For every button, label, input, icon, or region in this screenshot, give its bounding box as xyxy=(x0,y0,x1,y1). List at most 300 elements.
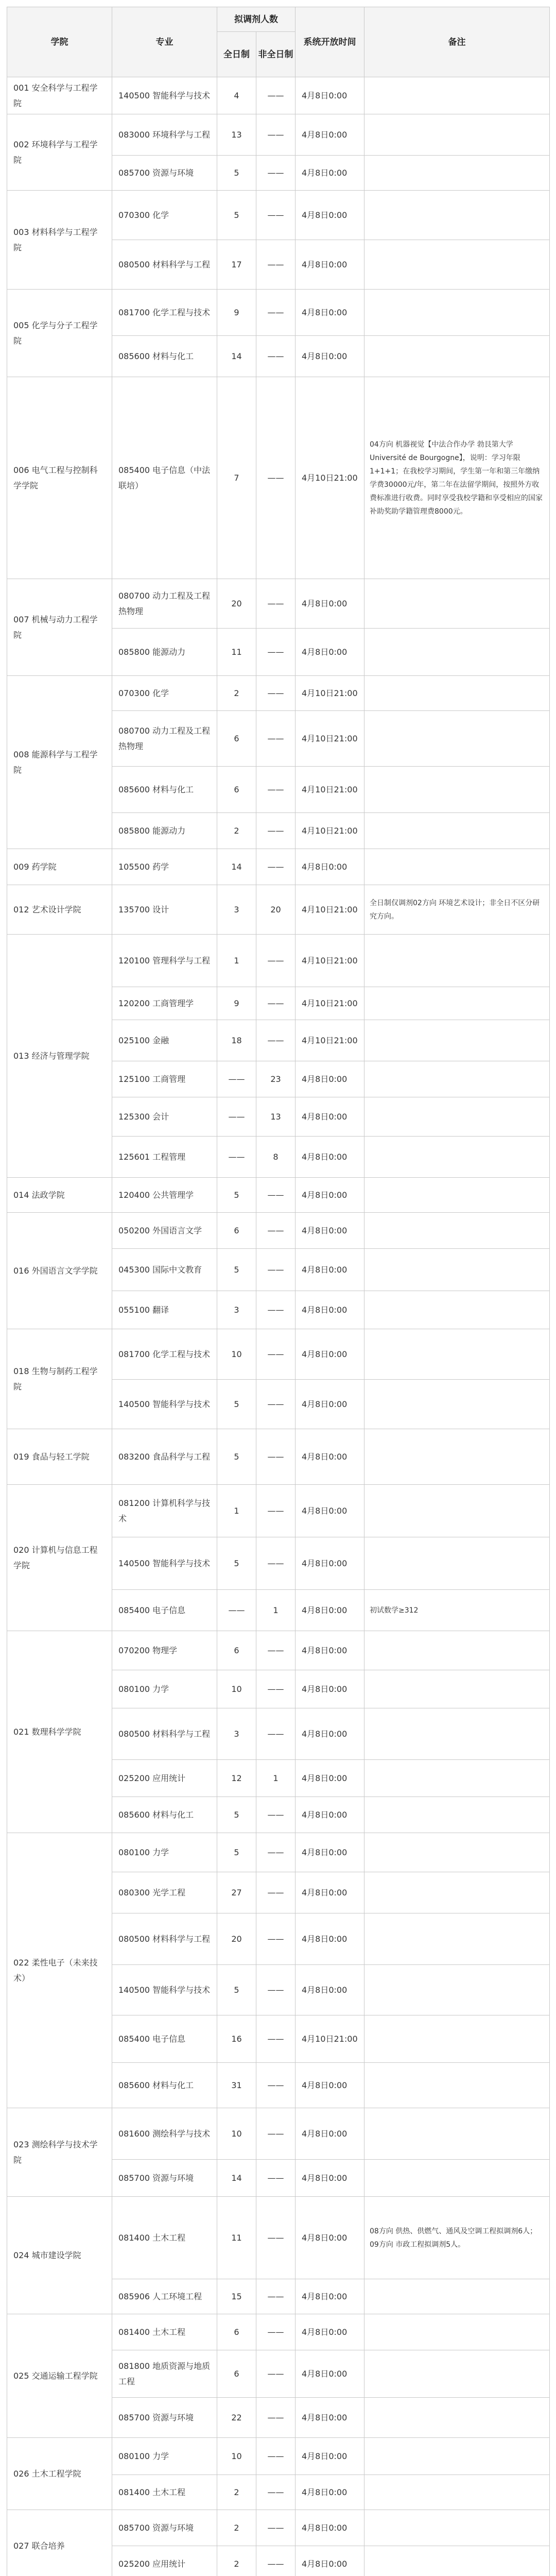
parttime-count-cell: —— xyxy=(256,935,296,987)
parttime-count-cell: —— xyxy=(256,579,296,629)
table-row xyxy=(7,1485,550,1537)
header-note: 备注 xyxy=(364,7,550,77)
major-cell: 080100 力学 xyxy=(112,1833,217,1872)
note-cell xyxy=(364,579,550,629)
open-time-cell: 4月10日21:00 xyxy=(296,676,364,711)
note-cell xyxy=(364,813,550,849)
open-time-cell: 4月8日0:00 xyxy=(296,629,364,676)
fulltime-count-cell: 12 xyxy=(217,1760,256,1797)
parttime-count-cell: —— xyxy=(256,1913,296,1965)
open-time-cell: 4月10日21:00 xyxy=(296,711,364,767)
table-row xyxy=(7,191,550,240)
note-cell xyxy=(364,711,550,767)
major-cell: 120100 管理科学与工程 xyxy=(112,935,217,987)
college-cell: 024 城市建设学院 xyxy=(7,2197,112,2314)
table-row xyxy=(7,1329,550,1380)
college-cell: 020 计算机与信息工程学院 xyxy=(7,1485,112,1631)
fulltime-count-cell: 5 xyxy=(217,1178,256,1213)
table-row xyxy=(7,114,550,156)
parttime-count-cell: —— xyxy=(256,2063,296,2108)
parttime-count-cell: 20 xyxy=(256,885,296,935)
major-cell: 070300 化学 xyxy=(112,191,217,240)
open-time-cell: 4月8日0:00 xyxy=(296,1833,364,1872)
parttime-count-cell: —— xyxy=(256,240,296,290)
note-cell xyxy=(364,2510,550,2546)
note-cell: 08方向 供热、供燃气、通风及空调工程拟调剂6人；09方向 市政工程拟调剂5人。 xyxy=(364,2197,550,2279)
fulltime-count-cell: 10 xyxy=(217,2108,256,2160)
parttime-count-cell: —— xyxy=(256,2015,296,2063)
open-time-cell: 4月8日0:00 xyxy=(296,2510,364,2546)
open-time-cell: 4月8日0:00 xyxy=(296,2197,364,2279)
note-cell: 04方向 机器视觉【中法合作办学 勃艮第大学 Université de Bourgogne】，说明：学习年限1+1+1；在我校学习期间，学生第一年和第三年缴纳学费30000元/年，第二年在法留学期间，按照外方收费标准进行收费。同时享受我校学籍和享受相应的国家补助奖助学籍管理费8000元。 xyxy=(364,377,550,579)
table-row xyxy=(7,1833,550,1872)
header-open-time: 系统开放时间 xyxy=(296,7,364,77)
parttime-count-cell: —— xyxy=(256,1178,296,1213)
college-cell: 014 法政学院 xyxy=(7,1178,112,1213)
fulltime-count-cell: 5 xyxy=(217,1429,256,1485)
table-row xyxy=(7,2197,550,2279)
table-row xyxy=(7,77,550,114)
open-time-cell: 4月8日0:00 xyxy=(296,1061,364,1097)
major-cell: 105500 药学 xyxy=(112,849,217,885)
major-cell: 081700 化学工程与技术 xyxy=(112,290,217,336)
note-cell xyxy=(364,1537,550,1590)
note-cell xyxy=(364,2398,550,2438)
open-time-cell: 4月8日0:00 xyxy=(296,2063,364,2108)
fulltime-count-cell: 2 xyxy=(217,676,256,711)
open-time-cell: 4月8日0:00 xyxy=(296,240,364,290)
open-time-cell: 4月10日21:00 xyxy=(296,2015,364,2063)
major-cell: 085800 能源动力 xyxy=(112,629,217,676)
open-time-cell: 4月8日0:00 xyxy=(296,1631,364,1670)
open-time-cell: 4月8日0:00 xyxy=(296,2314,364,2350)
note-cell xyxy=(364,2314,550,2350)
note-cell xyxy=(364,1797,550,1833)
header-fulltime: 全日制 xyxy=(217,32,256,77)
fulltime-count-cell: 17 xyxy=(217,240,256,290)
major-cell: 083000 环境科学与工程 xyxy=(112,114,217,156)
fulltime-count-cell: 20 xyxy=(217,1913,256,1965)
note-cell xyxy=(364,1020,550,1061)
fulltime-count-cell: 6 xyxy=(217,2350,256,2398)
quota-table-container xyxy=(7,7,549,2576)
parttime-count-cell: 8 xyxy=(256,1137,296,1178)
open-time-cell: 4月10日21:00 xyxy=(296,935,364,987)
parttime-count-cell: —— xyxy=(256,2546,296,2576)
college-cell: 007 机械与动力工程学院 xyxy=(7,579,112,676)
note-cell xyxy=(364,2438,550,2475)
college-cell: 008 能源科学与工程学院 xyxy=(7,676,112,849)
note-cell xyxy=(364,849,550,885)
parttime-count-cell: —— xyxy=(256,2279,296,2314)
major-cell: 085700 资源与环境 xyxy=(112,156,217,191)
table-row xyxy=(7,2314,550,2350)
parttime-count-cell: —— xyxy=(256,2197,296,2279)
open-time-cell: 4月8日0:00 xyxy=(296,1329,364,1380)
note-cell xyxy=(364,1137,550,1178)
fulltime-count-cell: 6 xyxy=(217,2314,256,2350)
parttime-count-cell: —— xyxy=(256,156,296,191)
major-cell: 140500 智能科学与技术 xyxy=(112,1537,217,1590)
fulltime-count-cell: 16 xyxy=(217,2015,256,2063)
open-time-cell: 4月8日0:00 xyxy=(296,849,364,885)
fulltime-count-cell: 1 xyxy=(217,1485,256,1537)
major-cell: 055100 翻译 xyxy=(112,1291,217,1329)
note-cell xyxy=(364,1670,550,1708)
major-cell: 085400 电子信息 xyxy=(112,2015,217,2063)
open-time-cell: 4月8日0:00 xyxy=(296,1249,364,1291)
major-cell: 085700 资源与环境 xyxy=(112,2398,217,2438)
major-cell: 085400 电子信息（中法联培） xyxy=(112,377,217,579)
open-time-cell: 4月8日0:00 xyxy=(296,1872,364,1913)
note-cell xyxy=(364,2015,550,2063)
parttime-count-cell: —— xyxy=(256,1213,296,1249)
college-cell: 016 外国语言文学学院 xyxy=(7,1213,112,1329)
note-cell xyxy=(364,1178,550,1213)
open-time-cell: 4月8日0:00 xyxy=(296,1708,364,1760)
major-cell: 140500 智能科学与技术 xyxy=(112,77,217,114)
major-cell: 140500 智能科学与技术 xyxy=(112,1965,217,2015)
open-time-cell: 4月8日0:00 xyxy=(296,77,364,114)
major-cell: 140500 智能科学与技术 xyxy=(112,1380,217,1429)
college-cell: 025 交通运输工程学院 xyxy=(7,2314,112,2438)
note-cell xyxy=(364,2546,550,2576)
open-time-cell: 4月8日0:00 xyxy=(296,1537,364,1590)
table-header xyxy=(7,7,550,77)
fulltime-count-cell: 31 xyxy=(217,2063,256,2108)
parttime-count-cell: —— xyxy=(256,1872,296,1913)
parttime-count-cell: —— xyxy=(256,336,296,377)
parttime-count-cell: —— xyxy=(256,2108,296,2160)
note-cell xyxy=(364,1965,550,2015)
note-cell xyxy=(364,1213,550,1249)
parttime-count-cell: —— xyxy=(256,1833,296,1872)
open-time-cell: 4月10日21:00 xyxy=(296,767,364,813)
note-cell xyxy=(364,935,550,987)
major-cell: 070200 物理学 xyxy=(112,1631,217,1670)
major-cell: 045300 国际中文教育 xyxy=(112,1249,217,1291)
major-cell: 081200 计算机科学与技术 xyxy=(112,1485,217,1537)
note-cell xyxy=(364,1872,550,1913)
major-cell: 025200 应用统计 xyxy=(112,1760,217,1797)
note-cell xyxy=(364,156,550,191)
header-college: 学院 xyxy=(7,7,112,77)
open-time-cell: 4月8日0:00 xyxy=(296,191,364,240)
major-cell: 085700 资源与环境 xyxy=(112,2160,217,2197)
fulltime-count-cell: 20 xyxy=(217,579,256,629)
open-time-cell: 4月8日0:00 xyxy=(296,1590,364,1631)
open-time-cell: 4月8日0:00 xyxy=(296,1797,364,1833)
parttime-count-cell: —— xyxy=(256,377,296,579)
major-cell: 081400 土木工程 xyxy=(112,2475,217,2510)
fulltime-count-cell: 22 xyxy=(217,2398,256,2438)
open-time-cell: 4月8日0:00 xyxy=(296,336,364,377)
table-row xyxy=(7,1178,550,1213)
parttime-count-cell: —— xyxy=(256,813,296,849)
table-row xyxy=(7,377,550,579)
table-row xyxy=(7,885,550,935)
parttime-count-cell: —— xyxy=(256,1670,296,1708)
major-cell: 025200 应用统计 xyxy=(112,2546,217,2576)
open-time-cell: 4月8日0:00 xyxy=(296,2398,364,2438)
major-cell: 120200 工商管理学 xyxy=(112,987,217,1020)
open-time-cell: 4月8日0:00 xyxy=(296,1429,364,1485)
parttime-count-cell: —— xyxy=(256,629,296,676)
header-parttime: 非全日制 xyxy=(256,32,296,77)
major-cell: 081800 地质资源与地质工程 xyxy=(112,2350,217,2398)
fulltime-count-cell: 14 xyxy=(217,336,256,377)
parttime-count-cell: —— xyxy=(256,676,296,711)
note-cell xyxy=(364,1380,550,1429)
major-cell: 080500 材料科学与工程 xyxy=(112,1708,217,1760)
fulltime-count-cell: —— xyxy=(217,1061,256,1097)
fulltime-count-cell: 5 xyxy=(217,1833,256,1872)
fulltime-count-cell: 4 xyxy=(217,77,256,114)
major-cell: 080100 力学 xyxy=(112,1670,217,1708)
parttime-count-cell: —— xyxy=(256,1020,296,1061)
fulltime-count-cell: 2 xyxy=(217,2546,256,2576)
table-row xyxy=(7,1631,550,1670)
parttime-count-cell: —— xyxy=(256,290,296,336)
fulltime-count-cell: 5 xyxy=(217,1965,256,2015)
table-row xyxy=(7,2510,550,2546)
note-cell xyxy=(364,1429,550,1485)
fulltime-count-cell: 11 xyxy=(217,2197,256,2279)
open-time-cell: 4月8日0:00 xyxy=(296,1965,364,2015)
open-time-cell: 4月10日21:00 xyxy=(296,813,364,849)
college-cell: 018 生物与制药工程学院 xyxy=(7,1329,112,1429)
major-cell: 080500 材料科学与工程 xyxy=(112,1913,217,1965)
fulltime-count-cell: 2 xyxy=(217,2510,256,2546)
major-cell: 085700 资源与环境 xyxy=(112,2510,217,2546)
parttime-count-cell: —— xyxy=(256,1429,296,1485)
open-time-cell: 4月8日0:00 xyxy=(296,1137,364,1178)
open-time-cell: 4月10日21:00 xyxy=(296,377,364,579)
parttime-count-cell: —— xyxy=(256,1329,296,1380)
note-cell xyxy=(364,1631,550,1670)
fulltime-count-cell: 5 xyxy=(217,1797,256,1833)
fulltime-count-cell: 3 xyxy=(217,1291,256,1329)
open-time-cell: 4月8日0:00 xyxy=(296,1178,364,1213)
fulltime-count-cell: 10 xyxy=(217,1670,256,1708)
open-time-cell: 4月8日0:00 xyxy=(296,2546,364,2576)
note-cell xyxy=(364,191,550,240)
parttime-count-cell: —— xyxy=(256,987,296,1020)
note-cell xyxy=(364,290,550,336)
fulltime-count-cell: 10 xyxy=(217,2438,256,2475)
parttime-count-cell: —— xyxy=(256,77,296,114)
college-cell: 006 电气工程与控制科学学院 xyxy=(7,377,112,579)
major-cell: 080700 动力工程及工程热物理 xyxy=(112,579,217,629)
major-cell: 080100 力学 xyxy=(112,2438,217,2475)
college-cell: 027 联合培养 xyxy=(7,2510,112,2576)
fulltime-count-cell: 5 xyxy=(217,1537,256,1590)
fulltime-count-cell: 2 xyxy=(217,813,256,849)
major-cell: 081400 土木工程 xyxy=(112,2314,217,2350)
parttime-count-cell: —— xyxy=(256,2510,296,2546)
open-time-cell: 4月8日0:00 xyxy=(296,1097,364,1137)
fulltime-count-cell: 27 xyxy=(217,1872,256,1913)
parttime-count-cell: —— xyxy=(256,1249,296,1291)
open-time-cell: 4月8日0:00 xyxy=(296,2279,364,2314)
note-cell xyxy=(364,1329,550,1380)
fulltime-count-cell: 13 xyxy=(217,114,256,156)
major-cell: 083200 食品科学与工程 xyxy=(112,1429,217,1485)
fulltime-count-cell: 7 xyxy=(217,377,256,579)
fulltime-count-cell: 5 xyxy=(217,191,256,240)
open-time-cell: 4月8日0:00 xyxy=(296,2438,364,2475)
college-cell: 026 土木工程学院 xyxy=(7,2438,112,2510)
fulltime-count-cell: 11 xyxy=(217,629,256,676)
parttime-count-cell: —— xyxy=(256,1537,296,1590)
major-cell: 135700 设计 xyxy=(112,885,217,935)
fulltime-count-cell: 6 xyxy=(217,1631,256,1670)
parttime-count-cell: —— xyxy=(256,1965,296,2015)
major-cell: 081400 土木工程 xyxy=(112,2197,217,2279)
open-time-cell: 4月10日21:00 xyxy=(296,885,364,935)
open-time-cell: 4月8日0:00 xyxy=(296,1913,364,1965)
parttime-count-cell: —— xyxy=(256,114,296,156)
open-time-cell: 4月8日0:00 xyxy=(296,290,364,336)
table-row xyxy=(7,290,550,336)
note-cell xyxy=(364,1708,550,1760)
fulltime-count-cell: 6 xyxy=(217,767,256,813)
parttime-count-cell: —— xyxy=(256,767,296,813)
parttime-count-cell: —— xyxy=(256,2475,296,2510)
table-row xyxy=(7,849,550,885)
fulltime-count-cell: 9 xyxy=(217,290,256,336)
open-time-cell: 4月8日0:00 xyxy=(296,1213,364,1249)
parttime-count-cell: —— xyxy=(256,1708,296,1760)
note-cell xyxy=(364,2108,550,2160)
table-body xyxy=(7,77,550,2576)
parttime-count-cell: —— xyxy=(256,2350,296,2398)
note-cell xyxy=(364,240,550,290)
college-cell: 003 材料科学与工程学院 xyxy=(7,191,112,290)
fulltime-count-cell: 9 xyxy=(217,987,256,1020)
fulltime-count-cell: 1 xyxy=(217,935,256,987)
parttime-count-cell: —— xyxy=(256,2160,296,2197)
major-cell: 080700 动力工程及工程热物理 xyxy=(112,711,217,767)
college-cell: 019 食品与轻工学院 xyxy=(7,1429,112,1485)
fulltime-count-cell: —— xyxy=(217,1137,256,1178)
table-row xyxy=(7,2108,550,2160)
table-row xyxy=(7,2438,550,2475)
major-cell: 085800 能源动力 xyxy=(112,813,217,849)
note-cell: 初试数学≥312 xyxy=(364,1590,550,1631)
note-cell xyxy=(364,1833,550,1872)
parttime-count-cell: —— xyxy=(256,1485,296,1537)
major-cell: 070300 化学 xyxy=(112,676,217,711)
note-cell: 全日制仅调剂02方向 环境艺术设计；非全日不区分研究方向。 xyxy=(364,885,550,935)
parttime-count-cell: —— xyxy=(256,1631,296,1670)
note-cell xyxy=(364,1760,550,1797)
header-major: 专业 xyxy=(112,7,217,77)
quota-table xyxy=(7,7,550,2576)
major-cell: 050200 外国语言文学 xyxy=(112,1213,217,1249)
major-cell: 125100 工商管理 xyxy=(112,1061,217,1097)
major-cell: 085400 电子信息 xyxy=(112,1590,217,1631)
table-row xyxy=(7,1213,550,1249)
college-cell: 009 药学院 xyxy=(7,849,112,885)
parttime-count-cell: 23 xyxy=(256,1061,296,1097)
fulltime-count-cell: 5 xyxy=(217,1249,256,1291)
open-time-cell: 4月8日0:00 xyxy=(296,2350,364,2398)
major-cell: 080300 光学工程 xyxy=(112,1872,217,1913)
college-cell: 005 化学与分子工程学院 xyxy=(7,290,112,377)
table-row xyxy=(7,579,550,629)
fulltime-count-cell: 14 xyxy=(217,849,256,885)
note-cell xyxy=(364,676,550,711)
fulltime-count-cell: 3 xyxy=(217,885,256,935)
fulltime-count-cell: —— xyxy=(217,1097,256,1137)
note-cell xyxy=(364,1061,550,1097)
header-quota-group: 拟调剂人数 xyxy=(217,7,296,32)
open-time-cell: 4月8日0:00 xyxy=(296,1760,364,1797)
major-cell: 125300 会计 xyxy=(112,1097,217,1137)
open-time-cell: 4月8日0:00 xyxy=(296,2160,364,2197)
college-cell: 021 数理科学学院 xyxy=(7,1631,112,1833)
fulltime-count-cell: 2 xyxy=(217,2475,256,2510)
open-time-cell: 4月8日0:00 xyxy=(296,579,364,629)
parttime-count-cell: 1 xyxy=(256,1760,296,1797)
major-cell: 081600 测绘科学与技术 xyxy=(112,2108,217,2160)
parttime-count-cell: —— xyxy=(256,1380,296,1429)
fulltime-count-cell: 6 xyxy=(217,711,256,767)
note-cell xyxy=(364,114,550,156)
note-cell xyxy=(364,2160,550,2197)
major-cell: 085906 人工环境工程 xyxy=(112,2279,217,2314)
table-row xyxy=(7,676,550,711)
college-cell: 023 测绘科学与技术学院 xyxy=(7,2108,112,2197)
major-cell: 081700 化学工程与技术 xyxy=(112,1329,217,1380)
table-row xyxy=(7,1429,550,1485)
note-cell xyxy=(364,767,550,813)
parttime-count-cell: —— xyxy=(256,191,296,240)
fulltime-count-cell: 5 xyxy=(217,1380,256,1429)
parttime-count-cell: —— xyxy=(256,1797,296,1833)
note-cell xyxy=(364,1913,550,1965)
college-cell: 013 经济与管理学院 xyxy=(7,935,112,1178)
fulltime-count-cell: 5 xyxy=(217,156,256,191)
note-cell xyxy=(364,2279,550,2314)
fulltime-count-cell: 3 xyxy=(217,1708,256,1760)
major-cell: 085600 材料与化工 xyxy=(112,2063,217,2108)
major-cell: 025100 金融 xyxy=(112,1020,217,1061)
major-cell: 085600 材料与化工 xyxy=(112,1797,217,1833)
note-cell xyxy=(364,77,550,114)
open-time-cell: 4月8日0:00 xyxy=(296,1380,364,1429)
college-cell: 002 环境科学与工程学院 xyxy=(7,114,112,191)
table-row xyxy=(7,935,550,987)
parttime-count-cell: —— xyxy=(256,2314,296,2350)
open-time-cell: 4月8日0:00 xyxy=(296,1485,364,1537)
parttime-count-cell: —— xyxy=(256,711,296,767)
note-cell xyxy=(364,1249,550,1291)
major-cell: 125601 工程管理 xyxy=(112,1137,217,1178)
fulltime-count-cell: 6 xyxy=(217,1213,256,1249)
college-cell: 001 安全科学与工程学院 xyxy=(7,77,112,114)
note-cell xyxy=(364,1485,550,1537)
fulltime-count-cell: 15 xyxy=(217,2279,256,2314)
open-time-cell: 4月8日0:00 xyxy=(296,2475,364,2510)
open-time-cell: 4月8日0:00 xyxy=(296,156,364,191)
note-cell xyxy=(364,1291,550,1329)
major-cell: 120400 公共管理学 xyxy=(112,1178,217,1213)
major-cell: 080500 材料科学与工程 xyxy=(112,240,217,290)
parttime-count-cell: 13 xyxy=(256,1097,296,1137)
note-cell xyxy=(364,1097,550,1137)
